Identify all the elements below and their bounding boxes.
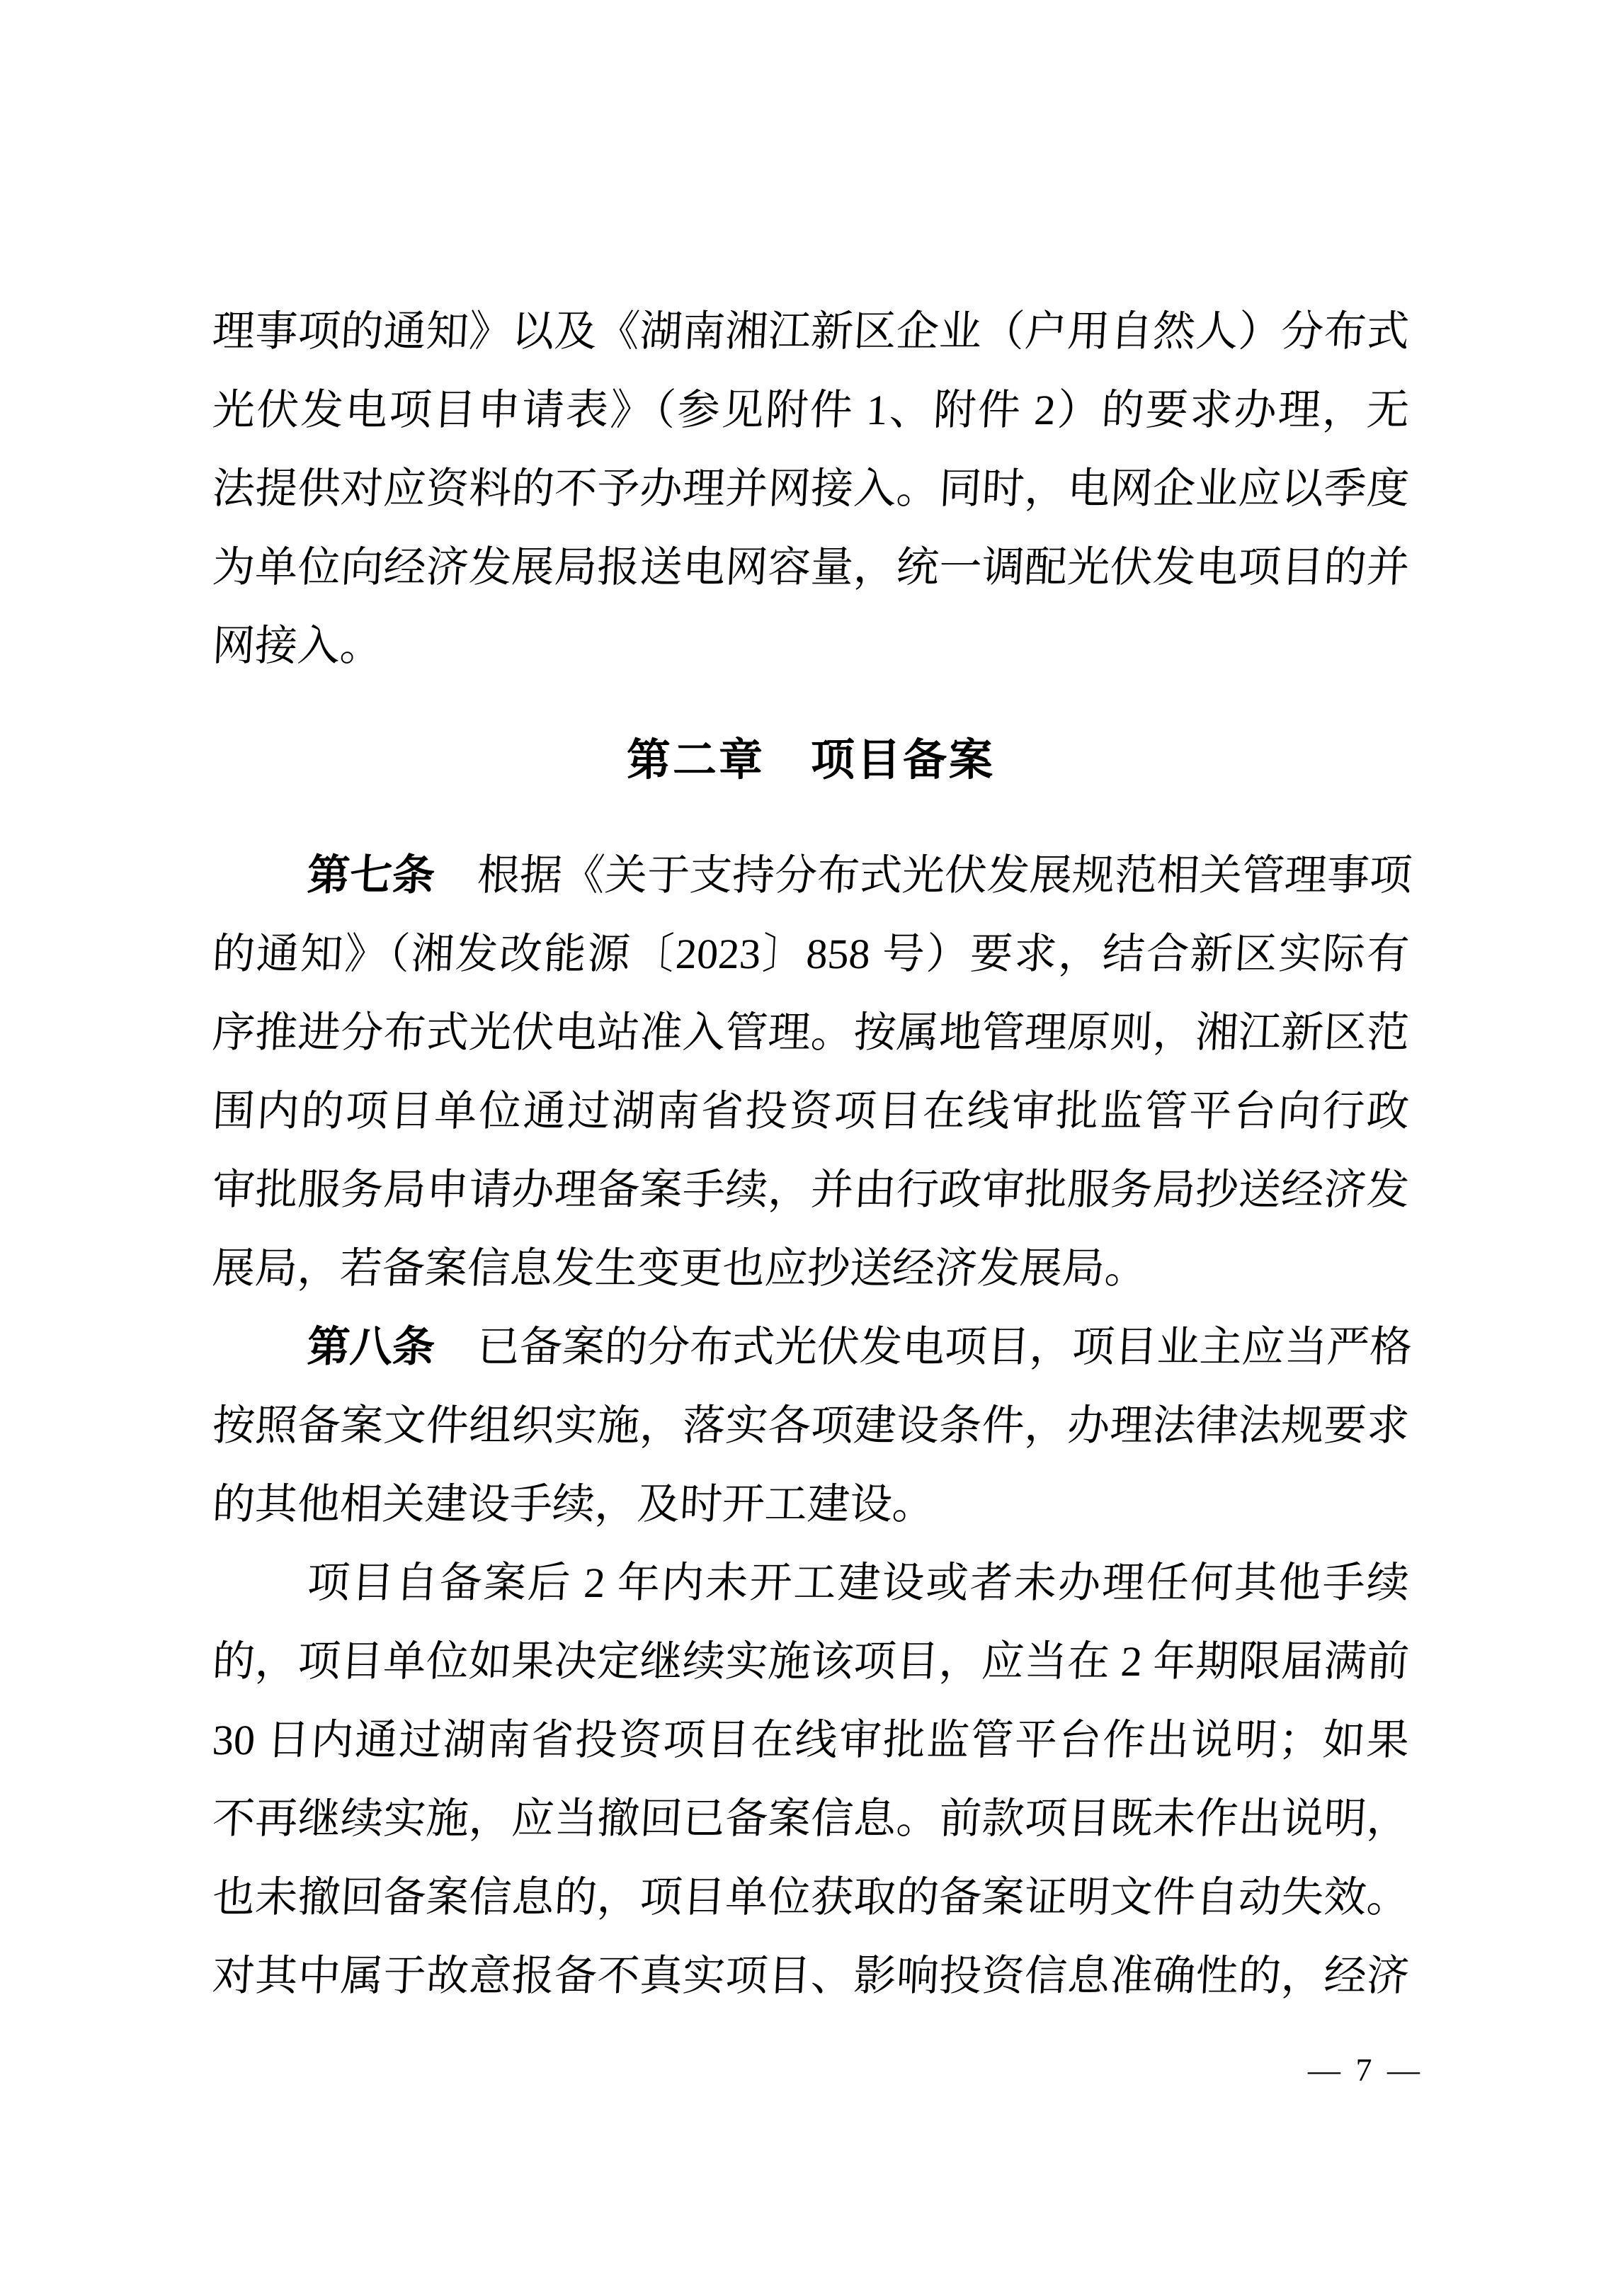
paragraph-line: 项目自备案后 2 年内未开工建设或者未办理任何其他手续 (306, 1559, 1411, 1606)
paragraph-line: 审批服务局申请办理备案手续，并由行政审批服务局抄送经济发 (211, 1166, 1411, 1213)
paragraph-line: 序推进分布式光伏电站准入管理。按属地管理原则，湘江新区范 (211, 1009, 1411, 1056)
paragraph-line: 展局，若备案信息发生变更也应抄送经济发展局。 (211, 1245, 1149, 1292)
paragraph-text: 已备案的分布式光伏发电项目，项目业主应当严格 (433, 1324, 1413, 1370)
paragraph-line (210, 1308, 1411, 1387)
paragraph-line: 的通知》（湘发改能源〔2023〕858 号）要求，结合新区实际有 (211, 931, 1411, 977)
paragraph-line: 的，项目单位如果决定继续实施该项目，应当在 2 年期限届满前 (211, 1638, 1411, 1685)
chapter-heading: 第二章 项目备案 (626, 736, 995, 785)
paragraph-line: 不再继续实施，应当撤回已备案信息。前款项目既未作出说明， (211, 1795, 1411, 1842)
paragraph-line: 对其中属于故意报备不真实项目、影响投资信息准确性的，经济 (211, 1953, 1411, 1999)
paragraph-line: 围内的项目单位通过湖南省投资项目在线审批监管平台向行政 (211, 1088, 1411, 1135)
paragraph-line: 法提供对应资料的不予办理并网接入。同时，电网企业应以季度 (211, 465, 1411, 512)
paragraph-line: 按照备案文件组织实施，落实各项建设条件，办理法律法规要求 (211, 1402, 1411, 1449)
paragraph-line: 为单位向经济发展局报送电网容量，统一调配光伏发电项目的并 (211, 544, 1411, 591)
paragraph-line: 也未撤回备案信息的，项目单位获取的备案证明文件自动失效。 (211, 1874, 1411, 1921)
paragraph-line: 光伏发电项目申请表》（参见附件 1、附件 2）的要求办理，无 (211, 387, 1411, 433)
paragraph-line (210, 836, 1411, 915)
paragraph-text: 根据《关于支持分布式光伏发展规范相关管理事项 (433, 852, 1413, 899)
paragraph-line: 理事项的通知》以及《湖南湘江新区企业（户用自然人）分布式 (211, 308, 1411, 355)
paragraph-line: 的其他相关建设手续，及时开工建设。 (211, 1481, 936, 1528)
paragraph-line: 30 日内通过湖南省投资项目在线审批监管平台作出说明；如果 (211, 1717, 1411, 1763)
article-term: 第八条 (306, 1324, 436, 1370)
body-text (211, 292, 1413, 2016)
article-term: 第七条 (306, 852, 436, 899)
page-number: — 7 — (1308, 2052, 1423, 2088)
paragraph-line: 网接入。 (211, 623, 384, 669)
